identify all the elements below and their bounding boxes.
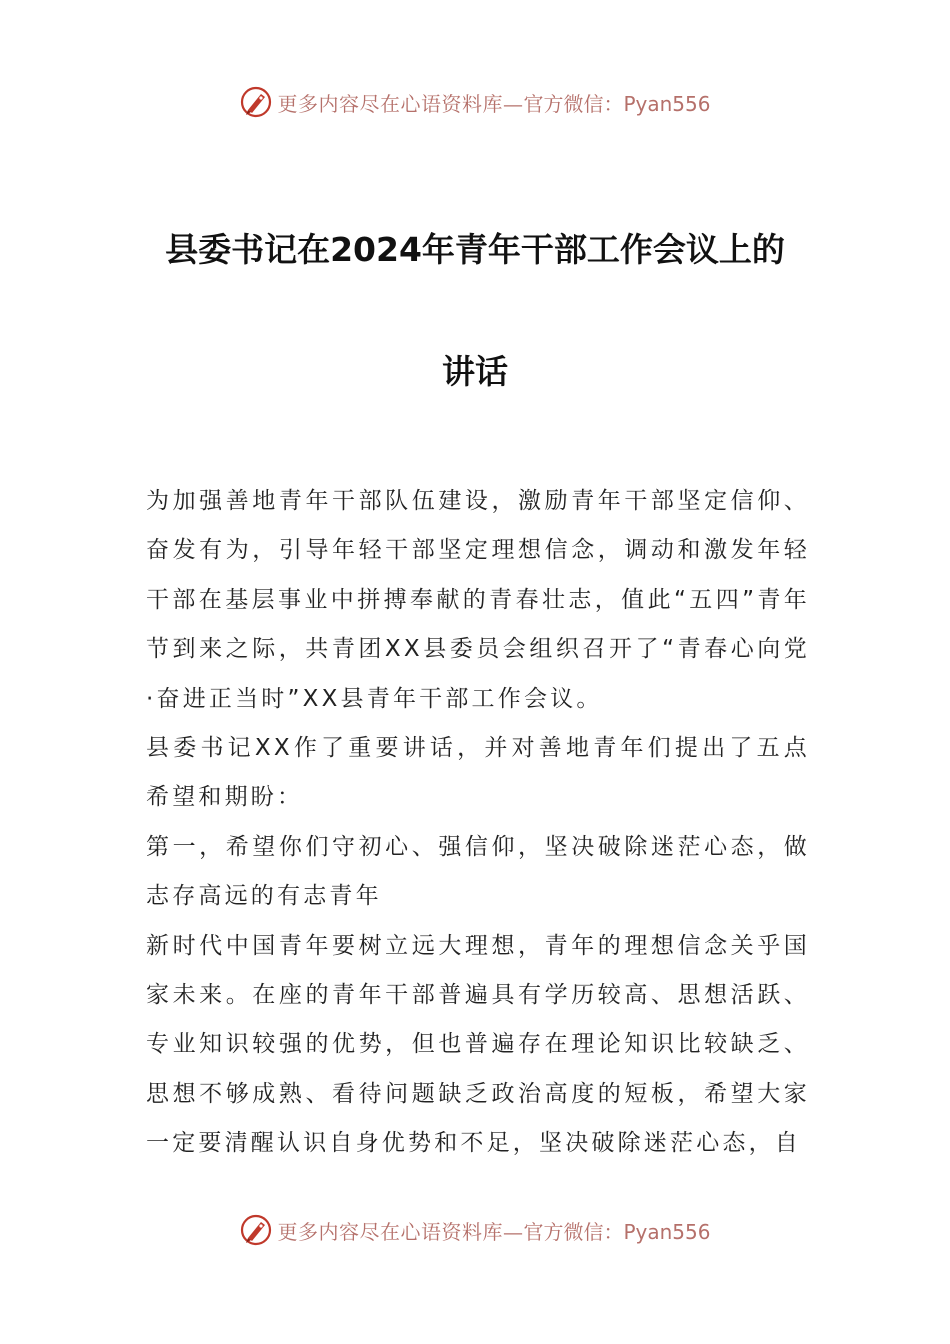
document-body <box>146 477 810 1169</box>
document-title-line-2: 讲话 <box>442 352 508 391</box>
watermark-contact-text: 官方微信：Pyan556 <box>523 91 711 116</box>
footer-watermark-banner <box>0 1210 950 1250</box>
watermark-brand-text: 更多内容尽在心语资料库— <box>277 91 524 116</box>
body-paragraph-point-one-body: 新时代中国青年要树立远大理想，青年的理想信念关乎国家未来。在座的青年干部普遍具有学历较高、思想活跃、专业知识较强的优势，但也普遍存在理论知识比较缺乏、思想不够成熟、看待问题缺乏政治高度的短板，希望大家一定要清醒认识自身优势和不足，坚决破除迷茫心态，自 <box>146 932 810 1157</box>
watermark-contact-text: 官方微信：Pyan556 <box>523 1219 711 1244</box>
watermark-brand-text: 更多内容尽在心语资料库— <box>277 1219 524 1244</box>
document-title-line-1: 县委书记在2024年青年干部工作会议上的 <box>165 230 785 269</box>
body-paragraph-intro: 为加强善地青年干部队伍建设，激励青年干部坚定信仰、奋发有为，引导年轻干部坚定理想信念，调动和激发年轻干部在基层事业中拼搏奉献的青春壮志，值此“五四”青年节到来之际，共青团XX县委员会组织召开了“青春心向党·奋进正当时”XX县青年干部工作会议。 <box>146 488 810 712</box>
body-paragraph-point-one-heading: 第一，希望你们守初心、强信仰，坚决破除迷茫心态，做志存高远的有志青年 <box>146 833 810 910</box>
body-paragraph-speech-intro: 县委书记XX作了重要讲话，并对善地青年们提出了五点希望和期盼： <box>146 735 810 811</box>
pen-nib-logo-icon <box>239 85 273 119</box>
header-watermark-banner <box>0 82 950 122</box>
pen-nib-logo-icon <box>239 1213 273 1247</box>
